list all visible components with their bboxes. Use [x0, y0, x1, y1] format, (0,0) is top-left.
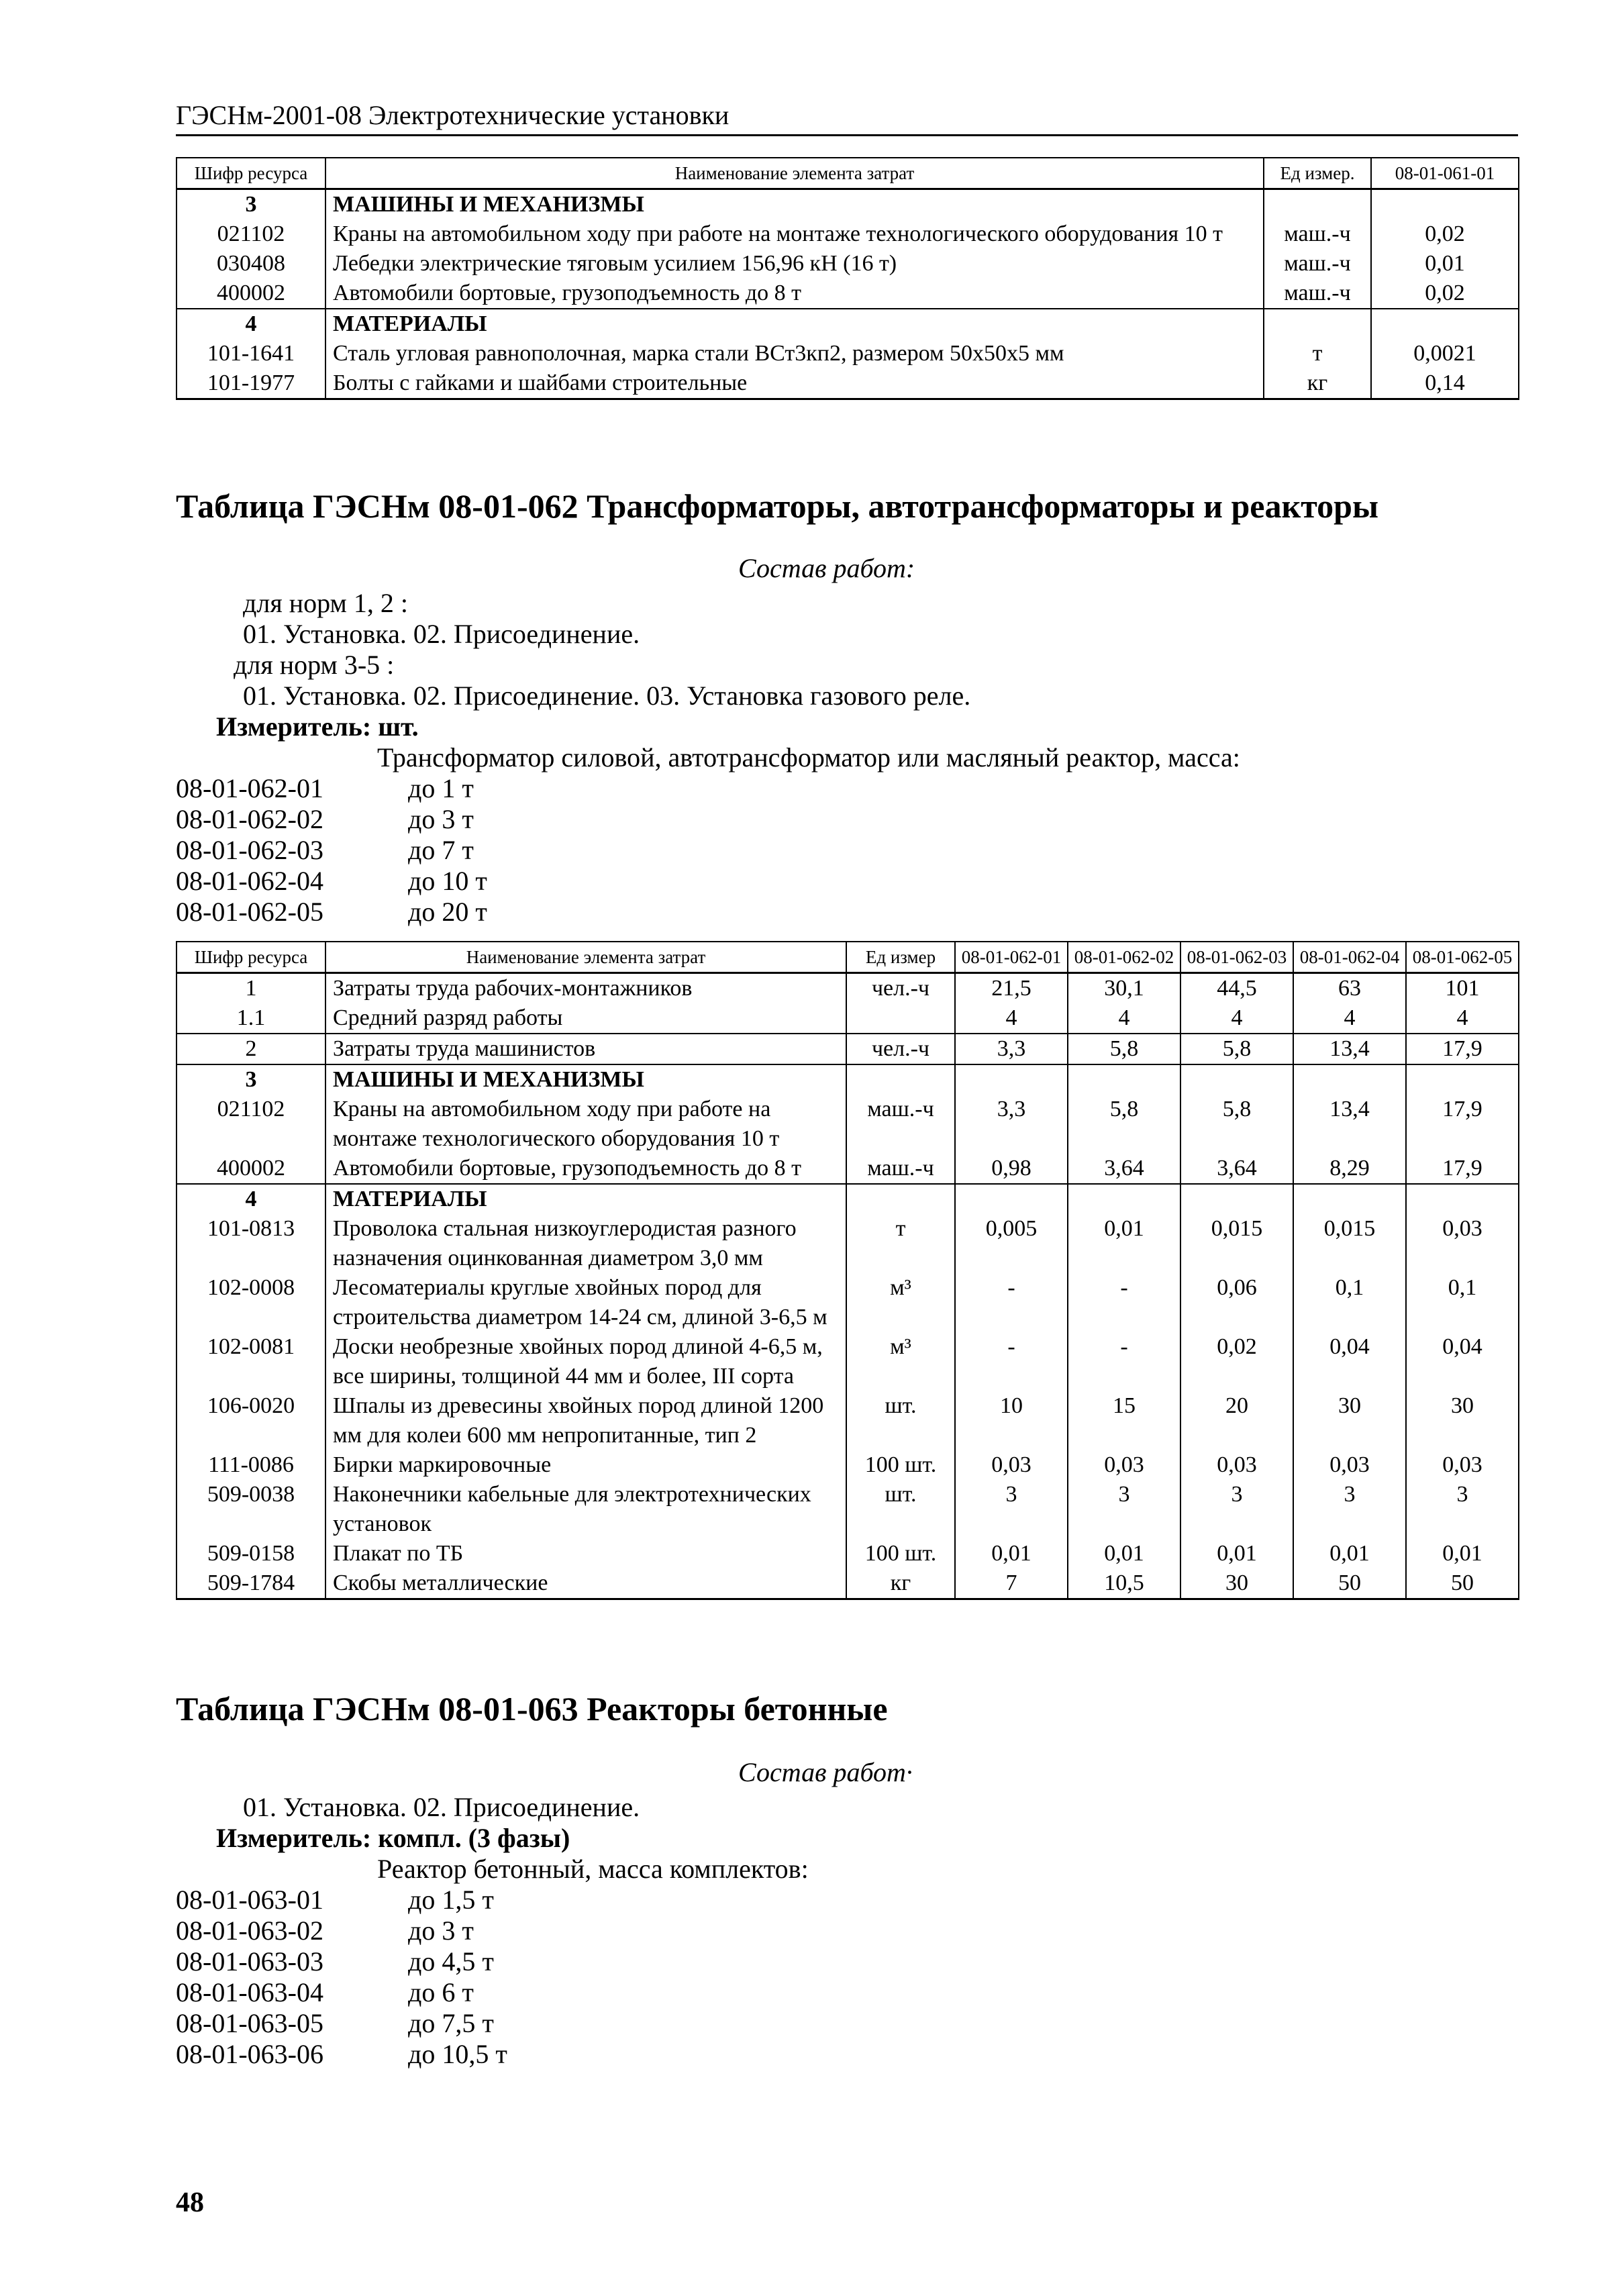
cell-unit: [1264, 309, 1371, 339]
cell-value: 0,04: [1293, 1332, 1406, 1391]
cell-value: 0,015: [1180, 1214, 1293, 1273]
cell-value: 17,9: [1406, 1154, 1519, 1184]
col-header-norm: 08-01-062-02: [1068, 942, 1180, 973]
col-header-name: Наименование элемента затрат: [325, 158, 1264, 189]
cell-unit: маш.-ч: [846, 1154, 955, 1184]
cell-value: 50: [1406, 1568, 1519, 1599]
cell-name: Автомобили бортовые, грузоподъемность до 8 т: [325, 1154, 846, 1184]
norm-label: до 1 т: [408, 773, 474, 803]
cell-value: 8,29: [1293, 1154, 1406, 1184]
cell-unit: маш.-ч: [1264, 249, 1371, 279]
norm-label: до 7,5 т: [408, 2008, 494, 2038]
works-line: 01. Установка. 02. Присоединение. 03. Установка газового реле.: [243, 681, 971, 711]
cell-value: 0,01: [955, 1539, 1068, 1568]
cell-value: 13,4: [1293, 1034, 1406, 1064]
cell-name: Шпалы из древесины хвойных пород длиной 1200 мм для колеи 600 мм непропитанные, тип 2: [325, 1391, 846, 1450]
cell-value: 50: [1293, 1568, 1406, 1599]
cell-value: 0,03: [1406, 1450, 1519, 1480]
works-line: для норм 3-5 :: [234, 650, 395, 680]
cell-code: 4: [177, 309, 325, 339]
works-line: 01. Установка. 02. Присоединение.: [243, 1792, 640, 1822]
norm-code: 08-01-062-03: [176, 835, 323, 865]
norm-description-063: Реактор бетонный, масса комплектов:: [377, 1854, 809, 1884]
norm-code: 08-01-063-05: [176, 2008, 323, 2038]
cell-unit: [846, 1184, 955, 1214]
cell-value: 17,9: [1406, 1095, 1519, 1154]
cell-value: -: [1068, 1273, 1180, 1332]
cell-value: 0,0021: [1371, 339, 1519, 368]
table-row: [177, 1095, 1519, 1154]
cell-unit: шт.: [846, 1480, 955, 1539]
cell-value: 30,1: [1068, 973, 1180, 1004]
cell-name: Лесоматериалы круглые хвойных пород для строительства диаметром 14-24 см, длиной 3-6,5 м: [325, 1273, 846, 1332]
table-row: [177, 189, 1519, 220]
cell-value: 30: [1180, 1568, 1293, 1599]
cell-value: [1293, 1184, 1406, 1214]
cell-code: 2: [177, 1034, 325, 1064]
cell-value: 0,03: [1180, 1450, 1293, 1480]
norm-code: 08-01-063-02: [176, 1915, 323, 1946]
col-header-unit: Ед измер: [846, 942, 955, 973]
cell-code: 030408: [177, 249, 325, 279]
cell-name: Затраты труда рабочих-монтажников: [325, 973, 846, 1004]
col-header-norm: 08-01-062-04: [1293, 942, 1406, 973]
cell-value: 5,8: [1068, 1095, 1180, 1154]
norm-code: 08-01-062-02: [176, 804, 323, 834]
cell-name: Плакат по ТБ: [325, 1539, 846, 1568]
norm-label: до 1,5 т: [408, 1885, 494, 1915]
norm-label: до 10,5 т: [408, 2039, 507, 2069]
table-row: [177, 1214, 1519, 1273]
cell-name: Скобы металлические: [325, 1568, 846, 1599]
cell-code: 102-0081: [177, 1332, 325, 1391]
norm-label: до 7 т: [408, 835, 474, 865]
cell-code: 111-0086: [177, 1450, 325, 1480]
col-header-name: Наименование элемента затрат: [325, 942, 846, 973]
cell-value: 3: [1180, 1480, 1293, 1539]
cell-value: [1068, 1184, 1180, 1214]
norm-label: до 3 т: [408, 804, 474, 834]
cell-unit: маш.-ч: [1264, 219, 1371, 249]
page-header: ГЭСНм-2001-08 Электротехнические установки: [176, 98, 1518, 136]
cell-value: 0,03: [955, 1450, 1068, 1480]
cell-value: 4: [1406, 1003, 1519, 1034]
cell-value: 0,005: [955, 1214, 1068, 1273]
cell-code: 101-1977: [177, 368, 325, 399]
cell-name: МАТЕРИАЛЫ: [325, 1184, 846, 1214]
cell-value: 30: [1293, 1391, 1406, 1450]
col-header-norm: 08-01-061-01: [1371, 158, 1519, 189]
col-header-norm: 08-01-062-01: [955, 942, 1068, 973]
table-row: [177, 973, 1519, 1004]
cell-value: 0,1: [1406, 1273, 1519, 1332]
cell-value: 0,01: [1371, 249, 1519, 279]
cell-name: Бирки маркировочные: [325, 1450, 846, 1480]
norm-code: 08-01-063-06: [176, 2039, 323, 2069]
cell-value: 20: [1180, 1391, 1293, 1450]
cell-code: 400002: [177, 279, 325, 309]
cell-name: Доски необрезные хвойных пород длиной 4-6,5 м, все ширины, толщиной 44 мм и более, III сорта: [325, 1332, 846, 1391]
cell-value: -: [1068, 1332, 1180, 1391]
measure-line-062: [216, 711, 419, 742]
cell-unit: т: [1264, 339, 1371, 368]
measure-label: Измеритель:: [216, 711, 372, 742]
cell-name: Автомобили бортовые, грузоподъемность до 8 т: [325, 279, 1264, 309]
cell-value: -: [955, 1332, 1068, 1391]
cell-value: 3: [955, 1480, 1068, 1539]
cell-value: 3,3: [955, 1095, 1068, 1154]
cell-value: 3,3: [955, 1034, 1068, 1064]
cell-value: 5,8: [1180, 1095, 1293, 1154]
cell-code: 3: [177, 1064, 325, 1095]
cell-unit: [846, 1064, 955, 1095]
table-row: [177, 368, 1519, 399]
cell-value: 4: [1180, 1003, 1293, 1034]
cell-value: 3: [1293, 1480, 1406, 1539]
cell-name: Затраты труда машинистов: [325, 1034, 846, 1064]
table-row: [177, 249, 1519, 279]
cell-value: 101: [1406, 973, 1519, 1004]
cell-value: [1180, 1184, 1293, 1214]
cell-value: 0,02: [1371, 279, 1519, 309]
table-row: [177, 1273, 1519, 1332]
cell-value: 5,8: [1180, 1034, 1293, 1064]
cell-unit: [846, 1003, 955, 1034]
section-title-062: Таблица ГЭСНм 08-01-062 Трансформаторы, автотрансформаторы и реакторы: [176, 487, 1379, 525]
table-row: [177, 1332, 1519, 1391]
table-row: [177, 1034, 1519, 1064]
cell-value: 3: [1406, 1480, 1519, 1539]
section-title-063: Таблица ГЭСНм 08-01-063 Реакторы бетонные: [176, 1690, 888, 1728]
cell-unit: т: [846, 1214, 955, 1273]
cell-code: 021102: [177, 219, 325, 249]
cell-value: 0,01: [1068, 1214, 1180, 1273]
cell-unit: кг: [846, 1568, 955, 1599]
cell-value: [955, 1184, 1068, 1214]
cell-value: 0,03: [1068, 1450, 1180, 1480]
norm-label: до 10 т: [408, 866, 487, 896]
norm-code: 08-01-062-05: [176, 897, 323, 927]
cell-value: 3: [1068, 1480, 1180, 1539]
norm-description-062: Трансформатор силовой, автотрансформатор или масляный реактор, масса:: [377, 742, 1240, 772]
cell-unit: 100 шт.: [846, 1539, 955, 1568]
cell-value: [1293, 1064, 1406, 1095]
cell-value: 10: [955, 1391, 1068, 1450]
cell-value: 7: [955, 1568, 1068, 1599]
cell-name: Проволока стальная низкоуглеродистая разного назначения оцинкованная диаметром 3,0 мм: [325, 1214, 846, 1273]
norm-code: 08-01-063-04: [176, 1977, 323, 2007]
cell-value: 0,01: [1406, 1539, 1519, 1568]
cell-value: 13,4: [1293, 1095, 1406, 1154]
cell-value: 0,01: [1293, 1539, 1406, 1568]
cell-value: 4: [1068, 1003, 1180, 1034]
cell-value: 4: [1293, 1003, 1406, 1034]
cell-value: [1406, 1184, 1519, 1214]
norm-code: 08-01-062-01: [176, 773, 323, 803]
cell-value: 0,98: [955, 1154, 1068, 1184]
cell-unit: шт.: [846, 1391, 955, 1450]
table-row: [177, 1539, 1519, 1568]
cell-name: Болты с гайками и шайбами строительные: [325, 368, 1264, 399]
page-number: 48: [176, 2187, 204, 2218]
resource-table-061: [176, 157, 1519, 400]
cell-unit: маш.-ч: [846, 1095, 955, 1154]
cell-code: 509-1784: [177, 1568, 325, 1599]
cell-unit: чел.-ч: [846, 1034, 955, 1064]
cell-name: Краны на автомобильном ходу при работе на монтаже технологического оборудования 10 т: [325, 1095, 846, 1154]
cell-value: [1068, 1064, 1180, 1095]
table-row: [177, 1184, 1519, 1214]
works-heading-text: Состав работ: [738, 1757, 906, 1787]
cell-value: 0,01: [1180, 1539, 1293, 1568]
cell-value: 17,9: [1406, 1034, 1519, 1064]
col-header-code: Шифр ресурса: [177, 158, 325, 189]
cell-code: 101-1641: [177, 339, 325, 368]
cell-value: 63: [1293, 973, 1406, 1004]
cell-value: 0,03: [1293, 1450, 1406, 1480]
table-row: [177, 339, 1519, 368]
norm-code: 08-01-062-04: [176, 866, 323, 896]
cell-value: 10,5: [1068, 1568, 1180, 1599]
cell-value: 21,5: [955, 973, 1068, 1004]
cell-code: 106-0020: [177, 1391, 325, 1450]
table-row: [177, 1391, 1519, 1450]
cell-name: МАШИНЫ И МЕХАНИЗМЫ: [325, 189, 1264, 220]
cell-value: 0,06: [1180, 1273, 1293, 1332]
norm-code: 08-01-063-03: [176, 1946, 323, 1977]
cell-unit: м³: [846, 1332, 955, 1391]
cell-value: 4: [955, 1003, 1068, 1034]
cell-code: 400002: [177, 1154, 325, 1184]
cell-value: 15: [1068, 1391, 1180, 1450]
norm-label: до 4,5 т: [408, 1946, 494, 1977]
col-header-unit: Ед измер.: [1264, 158, 1371, 189]
cell-code: 509-0038: [177, 1480, 325, 1539]
cell-code: 4: [177, 1184, 325, 1214]
cell-value: 0,03: [1406, 1214, 1519, 1273]
table-row: [177, 1568, 1519, 1599]
cell-value: 0,1: [1293, 1273, 1406, 1332]
cell-value: 5,8: [1068, 1034, 1180, 1064]
cell-value: [1180, 1064, 1293, 1095]
cell-value: 0,01: [1068, 1539, 1180, 1568]
cell-value: [955, 1064, 1068, 1095]
works-heading-062: Состав работ:: [738, 553, 915, 583]
table-row: [177, 219, 1519, 249]
measure-value: компл. (3 фазы): [378, 1823, 570, 1853]
cell-code: 509-0158: [177, 1539, 325, 1568]
table-row: [177, 1450, 1519, 1480]
cell-value: 3,64: [1180, 1154, 1293, 1184]
works-heading-063: Состав работ·: [738, 1757, 913, 1787]
cell-code: 1.1: [177, 1003, 325, 1034]
cell-name: Краны на автомобильном ходу при работе на монтаже технологического оборудования 10 т: [325, 219, 1264, 249]
cell-unit: [1264, 189, 1371, 220]
table-row: [177, 1064, 1519, 1095]
col-header-norm: 08-01-062-03: [1180, 942, 1293, 973]
table-row: [177, 1154, 1519, 1184]
works-line: 01. Установка. 02. Присоединение.: [243, 619, 640, 649]
cell-name: Средний разряд работы: [325, 1003, 846, 1034]
cell-name: Наконечники кабельные для электротехнических установок: [325, 1480, 846, 1539]
cell-value: 0,02: [1180, 1332, 1293, 1391]
cell-value: 0,04: [1406, 1332, 1519, 1391]
cell-unit: кг: [1264, 368, 1371, 399]
cell-code: 102-0008: [177, 1273, 325, 1332]
measure-value: шт.: [378, 711, 419, 742]
table-row: [177, 1480, 1519, 1539]
cell-code: 021102: [177, 1095, 325, 1154]
table-row: [177, 309, 1519, 339]
cell-code: 101-0813: [177, 1214, 325, 1273]
cell-name: Лебедки электрические тяговым усилием 156,96 кН (16 т): [325, 249, 1264, 279]
cell-value: [1371, 309, 1519, 339]
norm-code: 08-01-063-01: [176, 1885, 323, 1915]
norm-label: до 20 т: [408, 897, 487, 927]
cell-code: 3: [177, 189, 325, 220]
resource-table-062: [176, 941, 1519, 1600]
cell-value: 44,5: [1180, 973, 1293, 1004]
table-header-row: [177, 942, 1519, 973]
table-row: [177, 1003, 1519, 1034]
col-header-norm: 08-01-062-05: [1406, 942, 1519, 973]
cell-unit: чел.-ч: [846, 973, 955, 1004]
works-line: для норм 1, 2 :: [243, 588, 408, 618]
cell-unit: м³: [846, 1273, 955, 1332]
norm-label: до 6 т: [408, 1977, 474, 2007]
cell-name: МАТЕРИАЛЫ: [325, 309, 1264, 339]
measure-line-063: [216, 1823, 570, 1854]
cell-unit: маш.-ч: [1264, 279, 1371, 309]
table2-body: [177, 973, 1519, 1599]
table-row: [177, 279, 1519, 309]
cell-value: 0,015: [1293, 1214, 1406, 1273]
cell-value: 3,64: [1068, 1154, 1180, 1184]
cell-name: МАШИНЫ И МЕХАНИЗМЫ: [325, 1064, 846, 1095]
norm-label: до 3 т: [408, 1915, 474, 1946]
measure-label: Измеритель:: [216, 1823, 372, 1853]
table-header-row: [177, 158, 1519, 189]
cell-value: 0,14: [1371, 368, 1519, 399]
cell-value: -: [955, 1273, 1068, 1332]
col-header-code: Шифр ресурса: [177, 942, 325, 973]
cell-unit: 100 шт.: [846, 1450, 955, 1480]
cell-value: [1371, 189, 1519, 220]
cell-name: Сталь угловая равнополочная, марка стали ВСт3кп2, размером 50x50x5 мм: [325, 339, 1264, 368]
cell-value: 0,02: [1371, 219, 1519, 249]
cell-value: [1406, 1064, 1519, 1095]
cell-code: 1: [177, 973, 325, 1004]
cell-value: 30: [1406, 1391, 1519, 1450]
